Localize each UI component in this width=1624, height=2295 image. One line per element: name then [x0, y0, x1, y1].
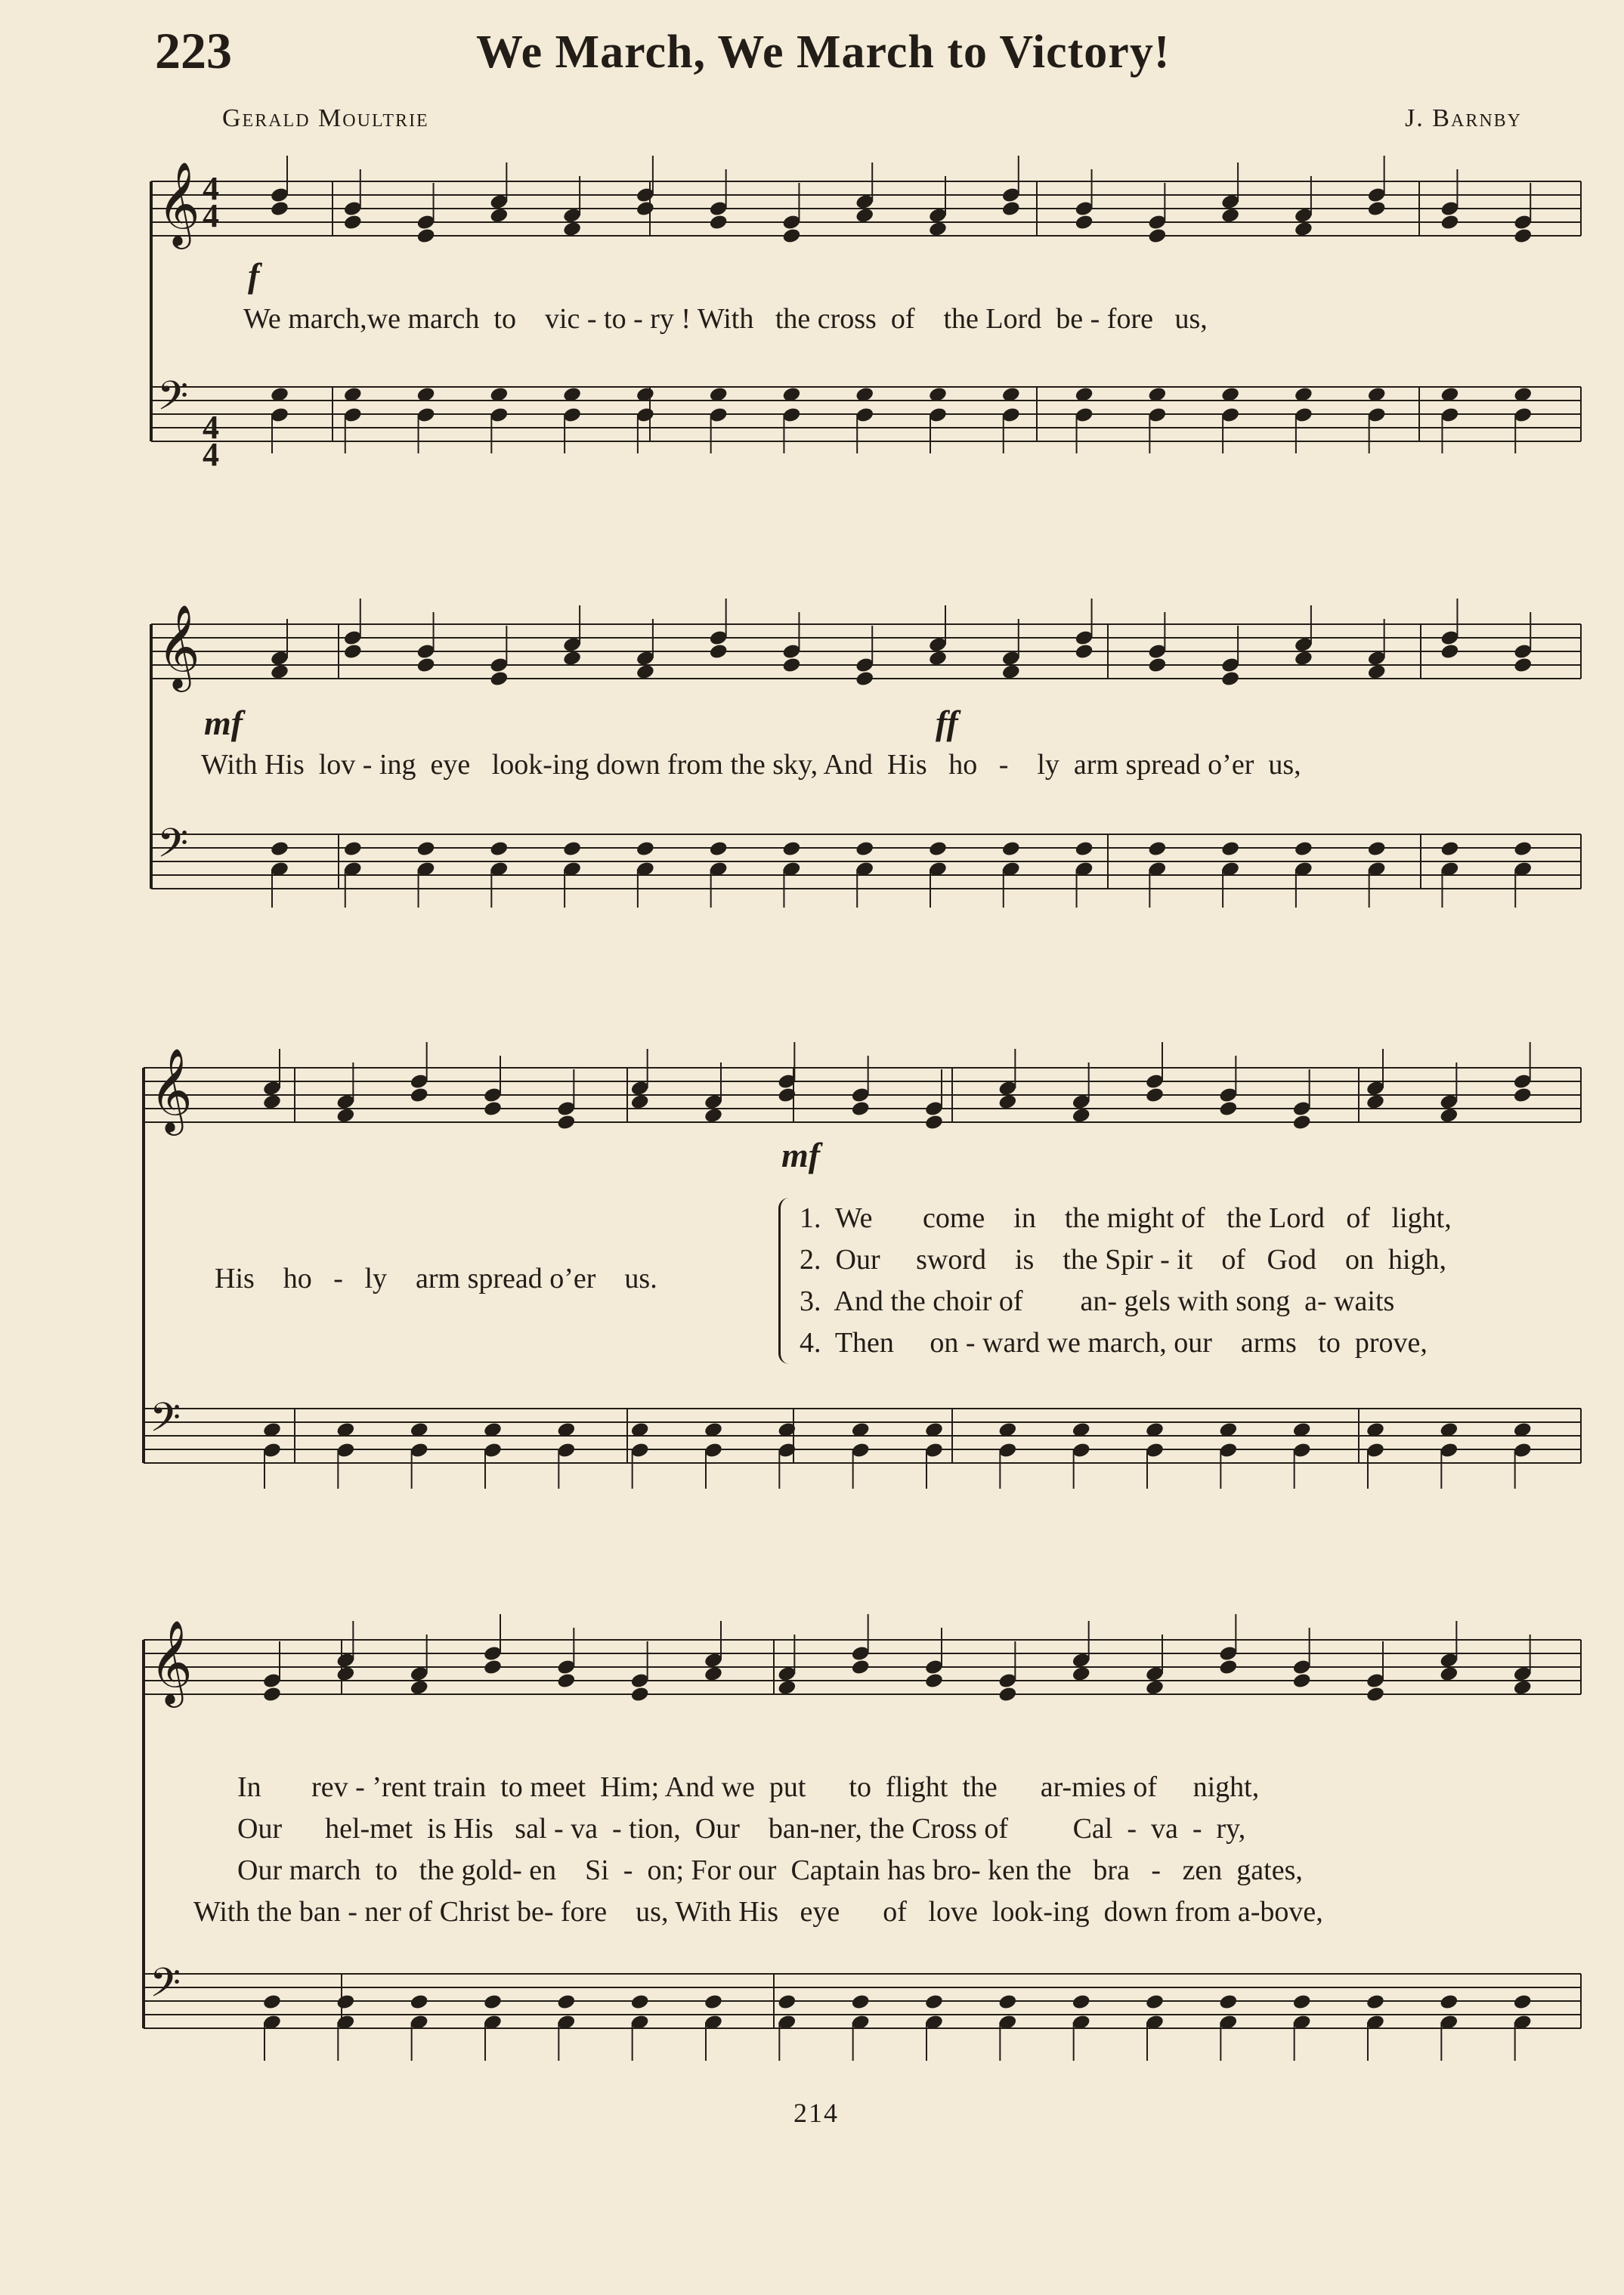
note-head — [489, 840, 509, 858]
verse-3-line: 3. And the choir of an- gels with song a- waits — [800, 1285, 1395, 1317]
note-head — [416, 657, 435, 674]
note-head — [262, 1093, 282, 1111]
note-head — [636, 663, 655, 681]
note-head — [851, 1659, 871, 1676]
time-signature-bottom: 4 — [203, 436, 219, 473]
note-head — [1220, 840, 1240, 858]
note-head — [1147, 840, 1167, 858]
note-head — [1220, 670, 1240, 688]
verse-4-line: 4. Then on - ward we march, our arms to prove, — [800, 1327, 1428, 1359]
dynamic-fortissimo: ff — [936, 704, 958, 742]
note-head — [1218, 1993, 1238, 2011]
note-head — [1292, 1114, 1312, 1131]
note-head — [1294, 650, 1313, 667]
note-head — [851, 1100, 871, 1118]
note-head — [709, 840, 728, 858]
note-head — [1367, 663, 1387, 681]
note-head — [1513, 227, 1533, 245]
note-head — [562, 840, 582, 858]
lyric-line-3: His ho - ly arm spread o’er us. — [215, 1263, 657, 1294]
note-head — [1367, 200, 1387, 218]
note-head — [1074, 840, 1093, 858]
note-head — [1440, 643, 1459, 660]
treble-time-signature — [203, 170, 219, 234]
note-head — [1292, 1993, 1312, 2011]
lyric-line-1: We march,we march to vic - to - ry ! With the cross of the Lord be - fore us, — [243, 303, 1208, 335]
bass-time-signature — [203, 409, 219, 473]
note-head — [270, 840, 289, 858]
note-head — [777, 1993, 797, 2011]
note-head — [1366, 1093, 1385, 1111]
note-head — [1145, 1679, 1165, 1697]
note-head — [855, 207, 874, 224]
note-head — [928, 221, 948, 238]
note-head — [1440, 214, 1459, 231]
note-head — [1513, 1993, 1533, 2011]
note-head — [1439, 1666, 1459, 1683]
note-head — [1513, 840, 1533, 858]
note-head — [489, 207, 509, 224]
treble-clef-icon: 𝄞 — [157, 604, 200, 688]
author-credit: Gerald Moultrie — [222, 104, 429, 132]
note-head — [343, 840, 363, 858]
note-head — [336, 1666, 355, 1683]
treble-clef-icon: 𝄞 — [150, 1047, 193, 1132]
note-head — [270, 663, 289, 681]
verse-brace — [778, 1198, 794, 1364]
bass-clef-icon: 𝄢 — [150, 1395, 181, 1451]
time-signature-bottom: 4 — [203, 197, 219, 234]
refrain-verse-4: With the ban - ner of Christ be- fore us, With His eye of love look-ing down from a-bove, — [193, 1896, 1323, 1928]
note-head — [1294, 221, 1313, 238]
note-head — [1001, 663, 1021, 681]
note-head — [924, 1993, 944, 2011]
note-head — [1513, 1087, 1533, 1104]
note-head — [416, 227, 435, 245]
note-head — [1074, 643, 1093, 660]
lyric-line-2: With His lov - ing eye look-ing down from the sky, And His ho - ly arm spread o’er us, — [201, 749, 1301, 781]
page-number: 214 — [793, 2098, 839, 2128]
note-head — [1294, 840, 1313, 858]
note-head — [777, 1679, 797, 1697]
time-signature-top: 4 — [203, 409, 219, 446]
note-head — [636, 200, 655, 218]
note-head — [1147, 227, 1167, 245]
dynamic-mezzo-forte: mf — [204, 704, 243, 742]
note-head — [343, 214, 363, 231]
note-head — [781, 840, 801, 858]
hymn-title: We March, We March to Victory! — [476, 26, 1171, 78]
note-head — [410, 1993, 429, 2011]
note-head — [483, 1659, 503, 1676]
note-head — [1513, 657, 1533, 674]
note-head — [343, 643, 363, 660]
note-head — [851, 1993, 871, 2011]
note-head — [1513, 1679, 1533, 1697]
note-head — [998, 1093, 1017, 1111]
note-head — [489, 670, 509, 688]
note-head — [1218, 1100, 1238, 1118]
note-head — [1218, 1659, 1238, 1676]
note-head — [928, 840, 948, 858]
composer-credit: J. Barnby — [1405, 104, 1522, 132]
note-head — [1001, 840, 1021, 858]
note-head — [855, 670, 874, 688]
note-head — [630, 1093, 650, 1111]
verse-2-line: 2. Our sword is the Spir - it of God on high, — [800, 1244, 1447, 1276]
note-head — [928, 650, 948, 667]
note-head — [556, 1114, 576, 1131]
note-head — [924, 1672, 944, 1690]
treble-clef-icon: 𝄞 — [150, 1619, 193, 1704]
note-head — [262, 1993, 282, 2011]
hymn-number: 223 — [155, 22, 232, 79]
time-signature-top: 4 — [203, 170, 219, 207]
note-head — [336, 1993, 355, 2011]
note-head — [262, 1686, 282, 1703]
note-head — [1367, 840, 1387, 858]
note-head — [709, 643, 728, 660]
bass-clef-icon: 𝄢 — [150, 1960, 181, 2016]
refrain-verse-2: Our hel-met is His sal - va - tion, Our ban-ner, the Cross of Cal - va - ry, — [237, 1813, 1246, 1845]
verse-1-line: 1. We come in the might of the Lord of light, — [800, 1202, 1452, 1234]
note-head — [1220, 207, 1240, 224]
note-head — [636, 840, 655, 858]
note-head — [1147, 657, 1167, 674]
treble-clef-icon: 𝄞 — [157, 161, 200, 246]
note-head — [704, 1666, 723, 1683]
note-head — [998, 1686, 1017, 1703]
note-head — [1439, 1107, 1459, 1124]
note-head — [924, 1114, 944, 1131]
refrain-verse-1: In rev - ’rent train to meet Him; And we put to flight the ar-mies of night, — [237, 1771, 1260, 1803]
note-head — [630, 1993, 650, 2011]
note-head — [709, 214, 728, 231]
note-head — [483, 1100, 503, 1118]
note-head — [410, 1087, 429, 1104]
note-head — [1366, 1686, 1385, 1703]
note-head — [562, 221, 582, 238]
note-head — [1072, 1107, 1091, 1124]
note-head — [270, 200, 289, 218]
bass-clef-icon: 𝄢 — [157, 821, 189, 877]
note-head — [1001, 200, 1021, 218]
note-head — [1439, 1993, 1459, 2011]
note-head — [1072, 1993, 1091, 2011]
dynamic-forte: f — [248, 256, 260, 295]
note-head — [562, 650, 582, 667]
refrain-verse-3: Our march to the gold- en Si - on; For our Captain has bro- ken the bra - zen gates, — [237, 1854, 1303, 1886]
note-head — [781, 227, 801, 245]
note-head — [556, 1672, 576, 1690]
note-head — [1440, 840, 1459, 858]
note-head — [483, 1993, 503, 2011]
note-head — [1145, 1087, 1165, 1104]
note-head — [410, 1679, 429, 1697]
note-head — [1074, 214, 1093, 231]
note-head — [704, 1993, 723, 2011]
note-head — [1366, 1993, 1385, 2011]
note-head — [1292, 1672, 1312, 1690]
note-head — [556, 1993, 576, 2011]
note-head — [704, 1107, 723, 1124]
note-head — [998, 1993, 1017, 2011]
note-head — [855, 840, 874, 858]
note-head — [1145, 1993, 1165, 2011]
dynamic-mezzo-forte: mf — [781, 1136, 821, 1174]
note-head — [416, 840, 435, 858]
bass-clef-icon: 𝄢 — [157, 373, 189, 429]
note-head — [781, 657, 801, 674]
note-head — [630, 1686, 650, 1703]
note-head — [1072, 1666, 1091, 1683]
note-head — [336, 1107, 355, 1124]
